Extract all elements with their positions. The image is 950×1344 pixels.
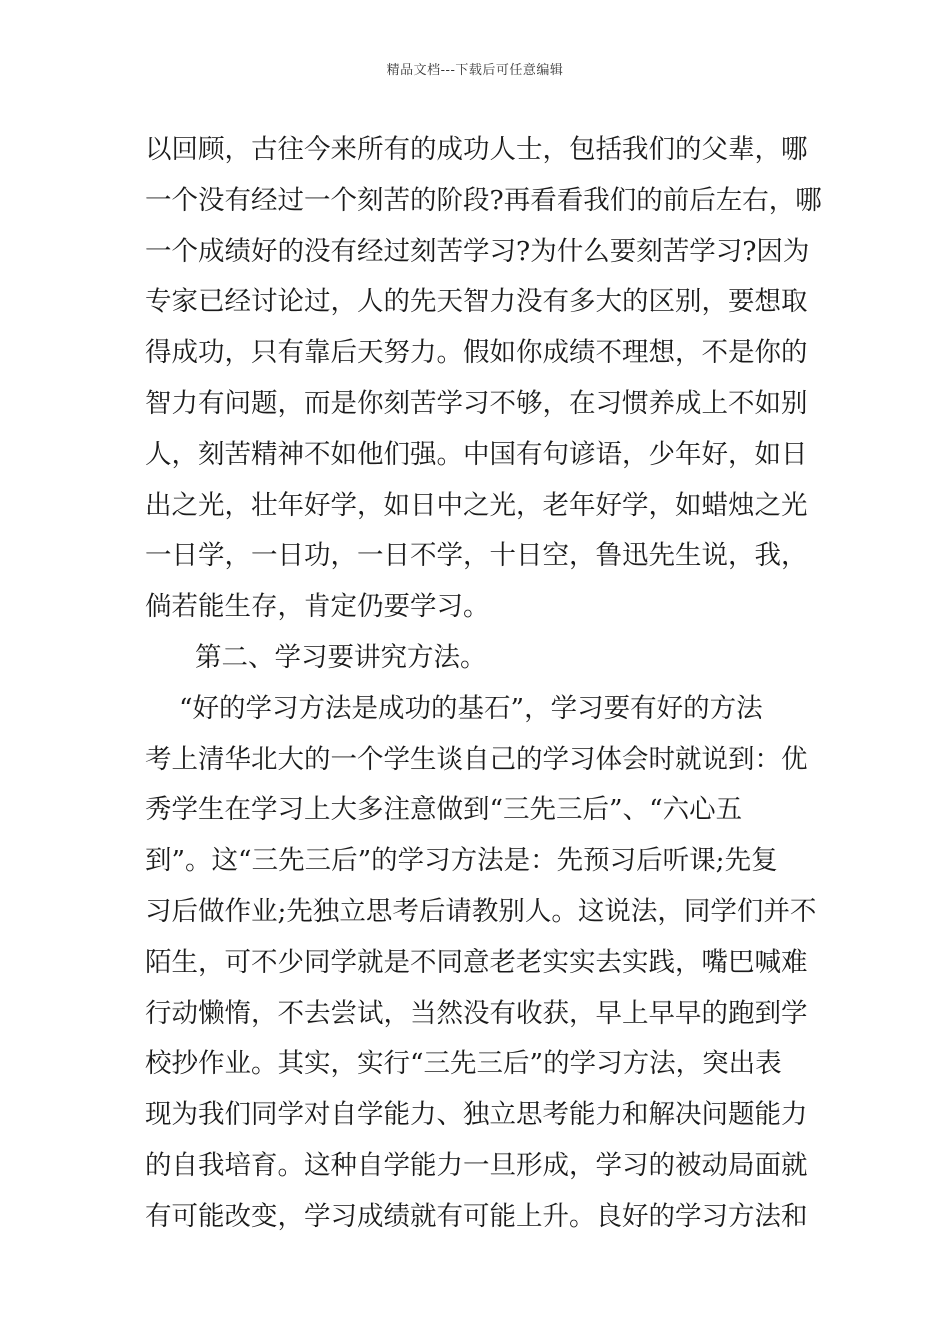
body-line: 得成功，只有靠后天努力。假如你成绩不理想，不是你的	[145, 337, 808, 369]
body-line: “好的学习方法是成功的基石”，学习要有好的方法	[179, 692, 763, 724]
body-line: 专家已经讨论过，人的先天智力没有多大的区别，要想取	[145, 286, 808, 318]
document-body	[145, 125, 822, 1243]
body-line: 秀学生在学习上大多注意做到“三先三后”、“六心五	[145, 794, 743, 826]
body-line: 倘若能生存，肯定仍要学习。	[145, 591, 490, 623]
body-line: 行动懒惰，不去尝试，当然没有收获，早上早早的跑到学	[145, 997, 808, 1029]
body-line: 考上清华北大的一个学生谈自己的学习体会时就说到：优	[145, 743, 808, 775]
section-heading: 第二、学习要讲究方法。	[195, 641, 487, 673]
body-line: 现为我们同学对自学能力、独立思考能力和解决问题能力	[145, 1099, 808, 1131]
body-line: 习后做作业;先独立思考后请教别人。这说法，同学们并不	[145, 895, 817, 927]
body-line: 人，刻苦精神不如他们强。中国有句谚语，少年好，如日	[145, 438, 808, 470]
body-line: 智力有问题，而是你刻苦学习不够，在习惯养成上不如别	[145, 387, 808, 419]
body-line: 以回顾，古往今来所有的成功人士，包括我们的父辈，哪	[145, 134, 808, 165]
body-line: 一日学，一日功，一日不学，十日空，鲁迅先生说，我，	[145, 540, 808, 572]
body-line: 一个没有经过一个刻苦的阶段?再看看我们的前后左右，哪	[145, 184, 822, 216]
body-line: 到”。这“三先三后”的学习方法是：先预习后听课;先复	[145, 845, 778, 877]
body-line: 校抄作业。其实，实行“三先三后”的学习方法，突出表	[145, 1048, 782, 1080]
body-line: 的自我培育。这种自学能力一旦形成，学习的被动局面就	[145, 1149, 808, 1181]
body-line: 一个成绩好的没有经过刻苦学习?为什么要刻苦学习?因为	[145, 235, 810, 267]
body-line: 出之光，壮年好学，如日中之光，老年好学，如蜡烛之光	[145, 489, 808, 521]
body-line: 有可能改变，学习成绩就有可能上升。良好的学习方法和	[145, 1200, 808, 1232]
page-header: 精品文档---下载后可任意编辑	[386, 63, 564, 78]
body-line: 陌生，可不少同学就是不同意老老实实去实践，嘴巴喊难	[145, 946, 808, 978]
